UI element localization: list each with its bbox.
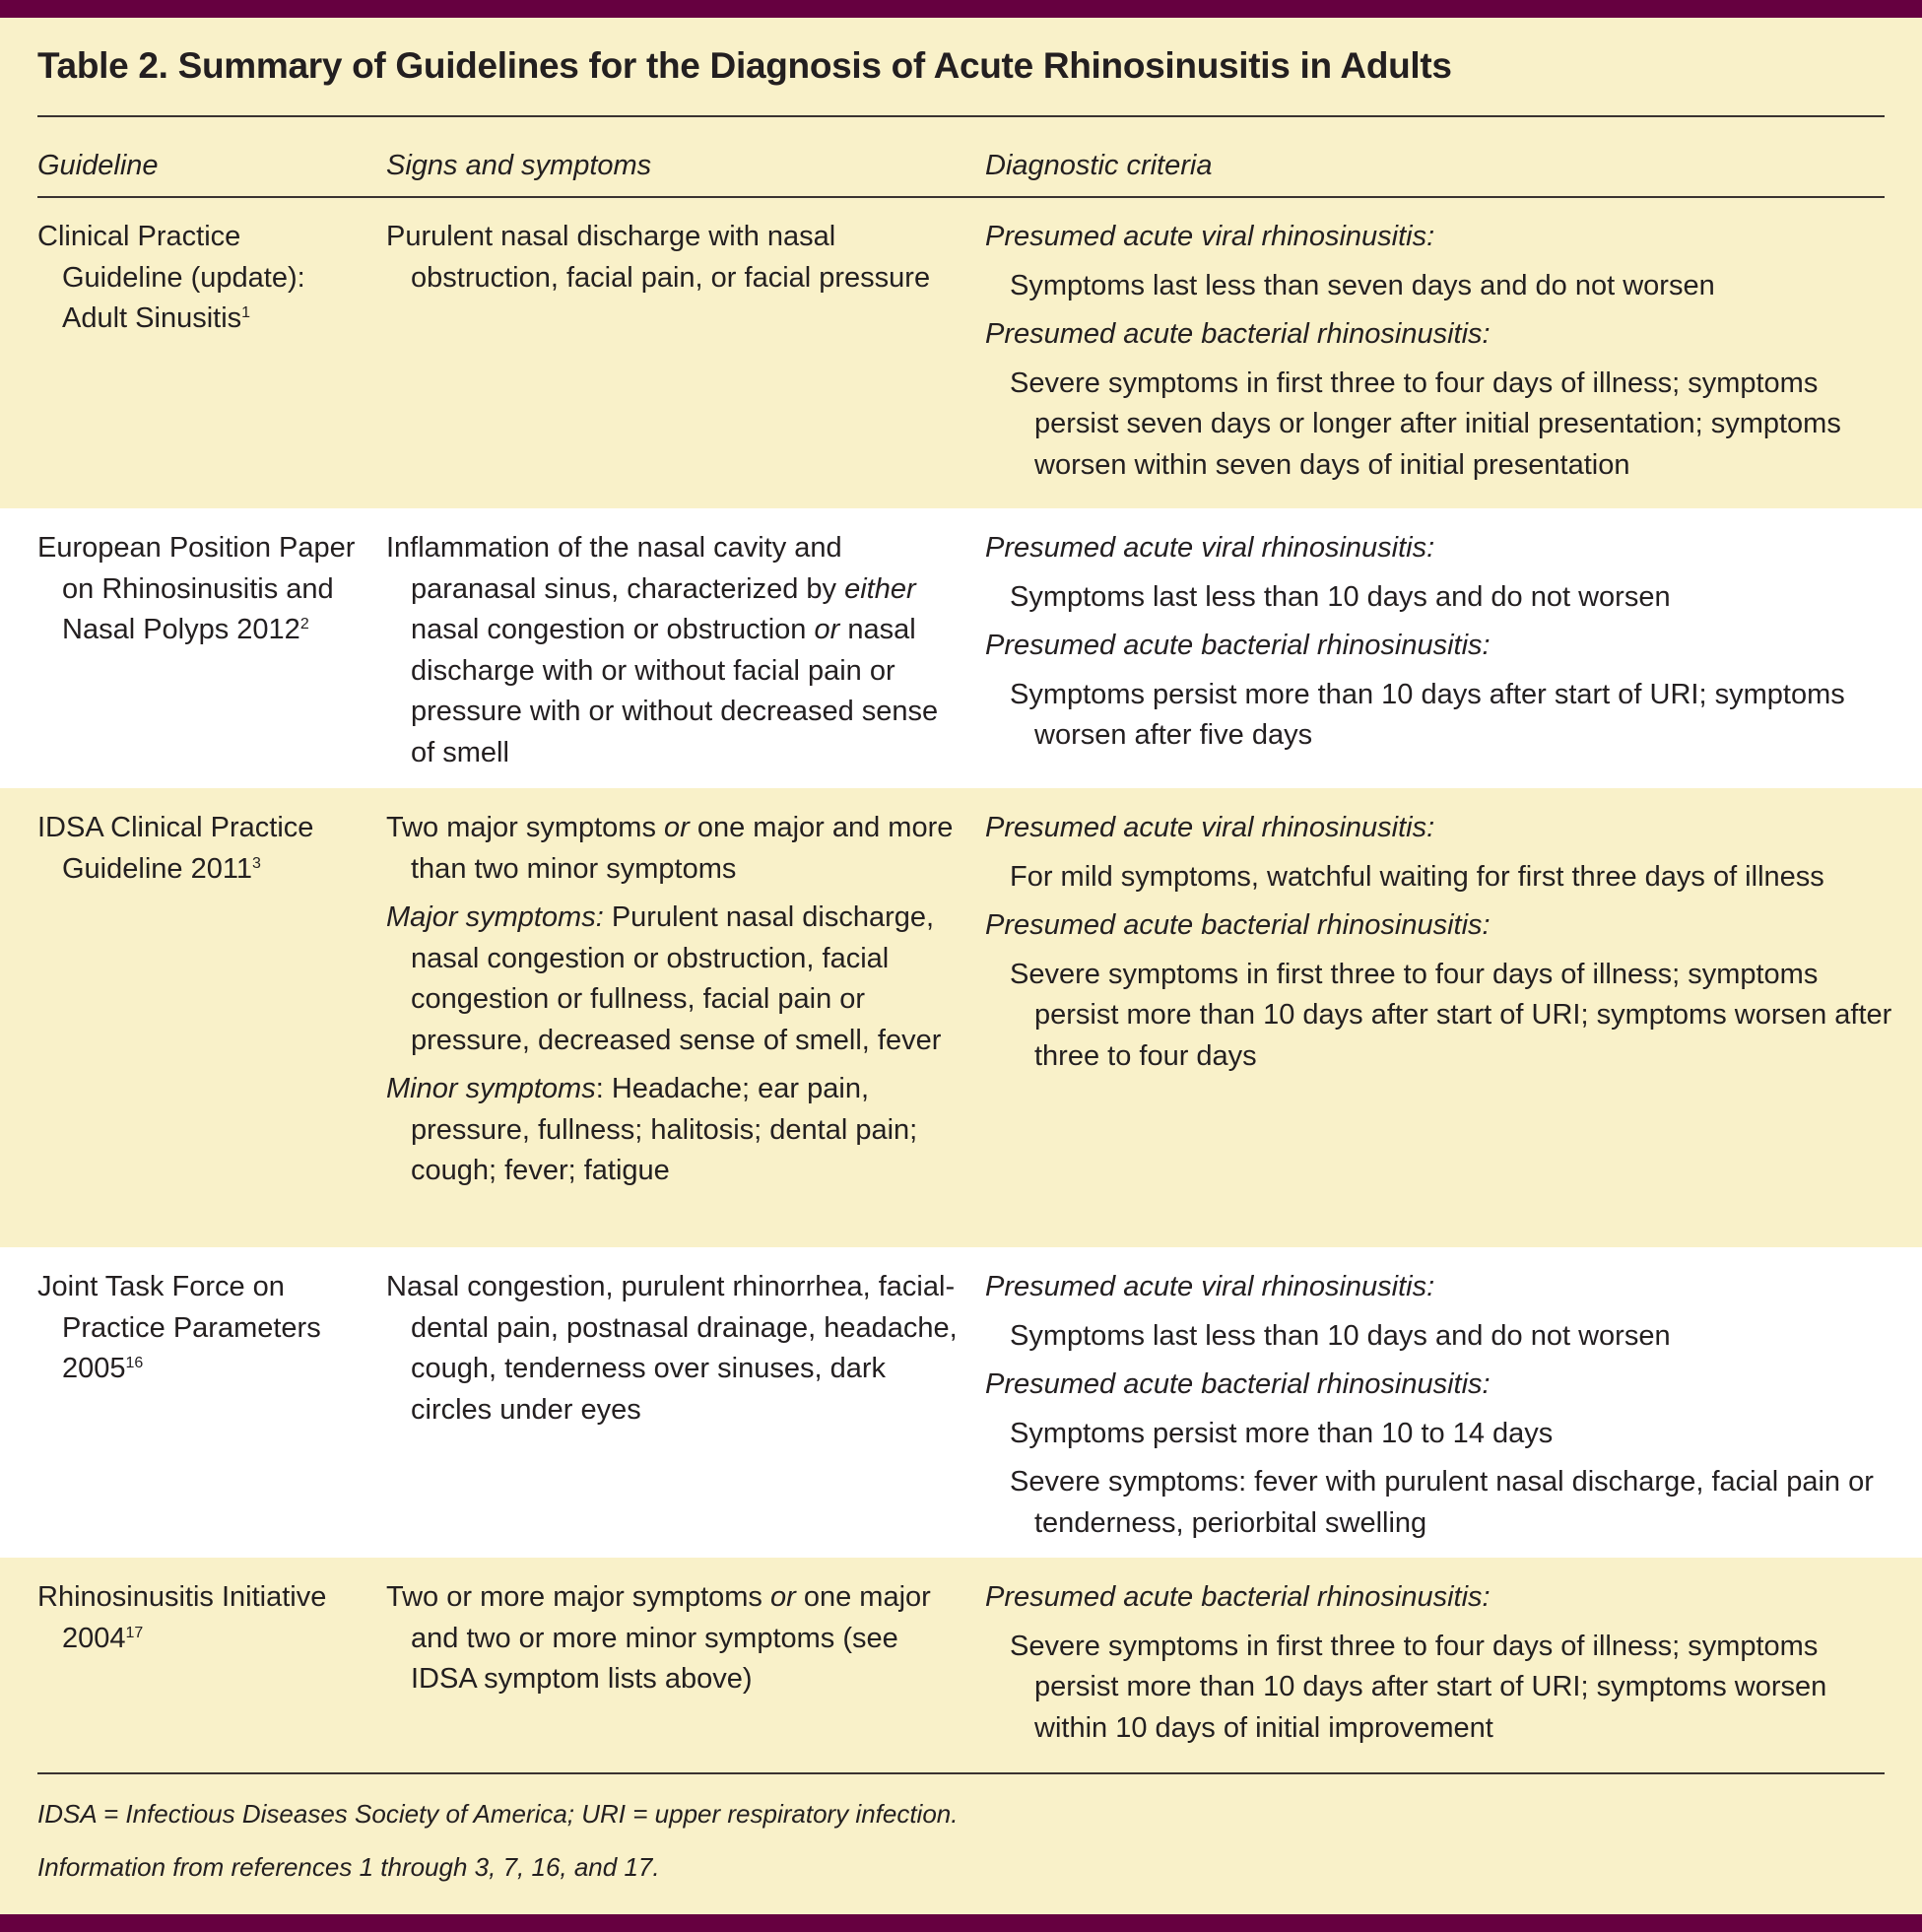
symptoms-text: Purulent nasal discharge with nasal obstruction, facial pain, or facial pressure	[386, 221, 931, 294]
criteria-cell	[985, 788, 1922, 1247]
criteria-item: Symptoms persist more than 10 to 14 days	[1010, 1417, 1554, 1449]
footnote-abbreviations: IDSA = Infectious Diseases Society of America; URI = upper respiratory infection.	[37, 1799, 959, 1829]
criteria-heading: Presumed acute viral rhinosinusitis:	[985, 221, 1435, 252]
guideline-cell	[0, 788, 386, 1247]
symptoms-text: Minor symptoms	[386, 1073, 596, 1104]
guideline-cell	[0, 1558, 386, 1773]
criteria-item: Symptoms last less than 10 days and do not worsen	[1010, 580, 1671, 613]
symptoms-paragraph	[386, 1577, 961, 1700]
symptoms-text: one major and more than two minor symptoms	[411, 812, 954, 885]
symptoms-text: : Headache; ear pain, pressure, fullness; halitosis; dental pain; cough; fever; fatigue	[411, 1073, 918, 1186]
criteria-heading: Presumed acute bacterial rhinosinusitis:	[985, 1368, 1491, 1400]
table-title: Table 2. Summary of Guidelines for the Diagnosis of Acute Rhinosinusitis in Adults	[37, 45, 1452, 86]
criteria-item: Severe symptoms in first three to four days of illness; symptoms persist seven days or longer after initial presentation; symptoms worsen within seven days of initial presentation	[1010, 366, 1841, 481]
symptoms-text: Nasal congestion, purulent rhinorrhea, facial-dental pain, postnasal drainage, headache, cough, tenderness over sinuses, dark circles under eyes	[386, 1271, 958, 1426]
footnote-sources: Information from references 1 through 3, 7, 16, and 17.	[37, 1852, 660, 1882]
guideline-text: Rhinosinusitis Initiative 2004	[37, 1581, 327, 1654]
reference-number: 1	[241, 304, 251, 321]
title-rule	[37, 115, 1885, 117]
symptoms-text: Major symptoms:	[386, 901, 604, 933]
symptoms-text: nasal congestion or obstruction	[411, 614, 815, 645]
table-row	[0, 788, 1922, 1247]
table-row	[0, 1247, 1922, 1558]
guideline-text: Clinical Practice Guideline (update): Adult Sinusitis	[37, 221, 305, 334]
symptoms-text: or	[814, 614, 840, 645]
criteria-item: Symptoms persist more than 10 days after start of URI; symptoms worsen after five days	[1010, 678, 1845, 751]
symptoms-text: Two major symptoms	[386, 812, 664, 843]
symptoms-paragraph	[386, 808, 961, 890]
symptoms-text: or	[769, 1581, 796, 1613]
symptoms-cell	[386, 508, 985, 788]
criteria-heading: Presumed acute bacterial rhinosinusitis:	[985, 630, 1491, 661]
guideline-cell	[0, 197, 386, 508]
reference-number: 2	[299, 616, 309, 633]
symptoms-text: one major and two or more minor symptoms (see IDSA symptom lists above)	[411, 1581, 931, 1695]
guideline-name	[37, 217, 363, 340]
criteria-heading: Presumed acute bacterial rhinosinusitis:	[985, 909, 1491, 941]
symptoms-paragraph	[386, 528, 961, 773]
criteria-heading: Presumed acute bacterial rhinosinusitis:	[985, 1581, 1491, 1613]
criteria-item: Severe symptoms: fever with purulent nasal discharge, facial pain or tenderness, periorbital swelling	[1010, 1466, 1874, 1539]
symptoms-cell	[386, 197, 985, 508]
symptoms-text: either	[844, 572, 916, 605]
guideline-name	[37, 808, 363, 890]
criteria-item: Symptoms last less than 10 days and do not worsen	[1010, 1319, 1671, 1352]
symptoms-paragraph	[386, 1267, 961, 1431]
symptoms-paragraph	[386, 898, 961, 1061]
bottom-border-bar	[0, 1914, 1922, 1932]
header-diagnostic-criteria: Diagnostic criteria	[985, 150, 1213, 181]
symptoms-paragraph	[386, 217, 961, 299]
reference-number: 16	[125, 1355, 144, 1371]
header-guideline: Guideline	[37, 150, 159, 181]
criteria-item: Symptoms last less than seven days and do not worsen	[1010, 269, 1715, 301]
reference-number: 3	[251, 854, 261, 872]
guideline-name	[37, 528, 363, 651]
criteria-cell	[985, 1558, 1922, 1773]
guideline-text: European Position Paper on Rhinosinusitis and Nasal Polyps 2012	[37, 532, 356, 645]
criteria-item: For mild symptoms, watchful waiting for first three days of illness	[1010, 860, 1824, 893]
criteria-heading: Presumed acute viral rhinosinusitis:	[985, 812, 1435, 843]
criteria-heading: Presumed acute viral rhinosinusitis:	[985, 532, 1435, 564]
criteria-cell	[985, 1247, 1922, 1558]
bottom-rule	[37, 1772, 1885, 1774]
guideline-cell	[0, 1247, 386, 1558]
reference-number: 17	[125, 1624, 144, 1641]
table-row	[0, 508, 1922, 788]
criteria-cell	[985, 508, 1922, 788]
symptoms-cell	[386, 1558, 985, 1773]
table-row	[0, 1558, 1922, 1773]
criteria-item: Severe symptoms in first three to four days of illness; symptoms persist more than 10 days after start of URI; symptoms worsen after three to four days	[1010, 958, 1892, 1072]
header-signs-symptoms: Signs and symptoms	[386, 150, 652, 181]
symptoms-cell	[386, 1247, 985, 1558]
top-border-bar	[0, 0, 1922, 18]
guideline-name	[37, 1267, 363, 1390]
symptoms-text: nasal discharge with or without facial pain or pressure with or without decreased sense of smell	[411, 614, 939, 768]
criteria-heading: Presumed acute viral rhinosinusitis:	[985, 1271, 1435, 1302]
symptoms-text: Two or more major symptoms	[386, 1581, 770, 1613]
guidelines-table	[0, 197, 1922, 1773]
table-row	[0, 197, 1922, 508]
guideline-text: Joint Task Force on Practice Parameters 2005	[37, 1271, 321, 1384]
criteria-heading: Presumed acute bacterial rhinosinusitis:	[985, 318, 1491, 350]
symptoms-text: Inflammation of the nasal cavity and paranasal sinus, characterized by	[386, 532, 845, 605]
guideline-text: IDSA Clinical Practice Guideline 2011	[37, 812, 314, 885]
symptoms-cell	[386, 788, 985, 1247]
criteria-cell	[985, 197, 1922, 508]
guideline-name	[37, 1577, 363, 1659]
guideline-cell	[0, 508, 386, 788]
symptoms-paragraph	[386, 1069, 961, 1192]
symptoms-text: or	[664, 812, 690, 843]
symptoms-text: Purulent nasal discharge, nasal congestion or obstruction, facial congestion or fullness, facial pain or pressure, decreased sense of smell, fever	[411, 901, 942, 1056]
criteria-item: Severe symptoms in first three to four days of illness; symptoms persist more than 10 days after start of URI; symptoms worsen within 10 days of initial improvement	[1010, 1630, 1827, 1744]
